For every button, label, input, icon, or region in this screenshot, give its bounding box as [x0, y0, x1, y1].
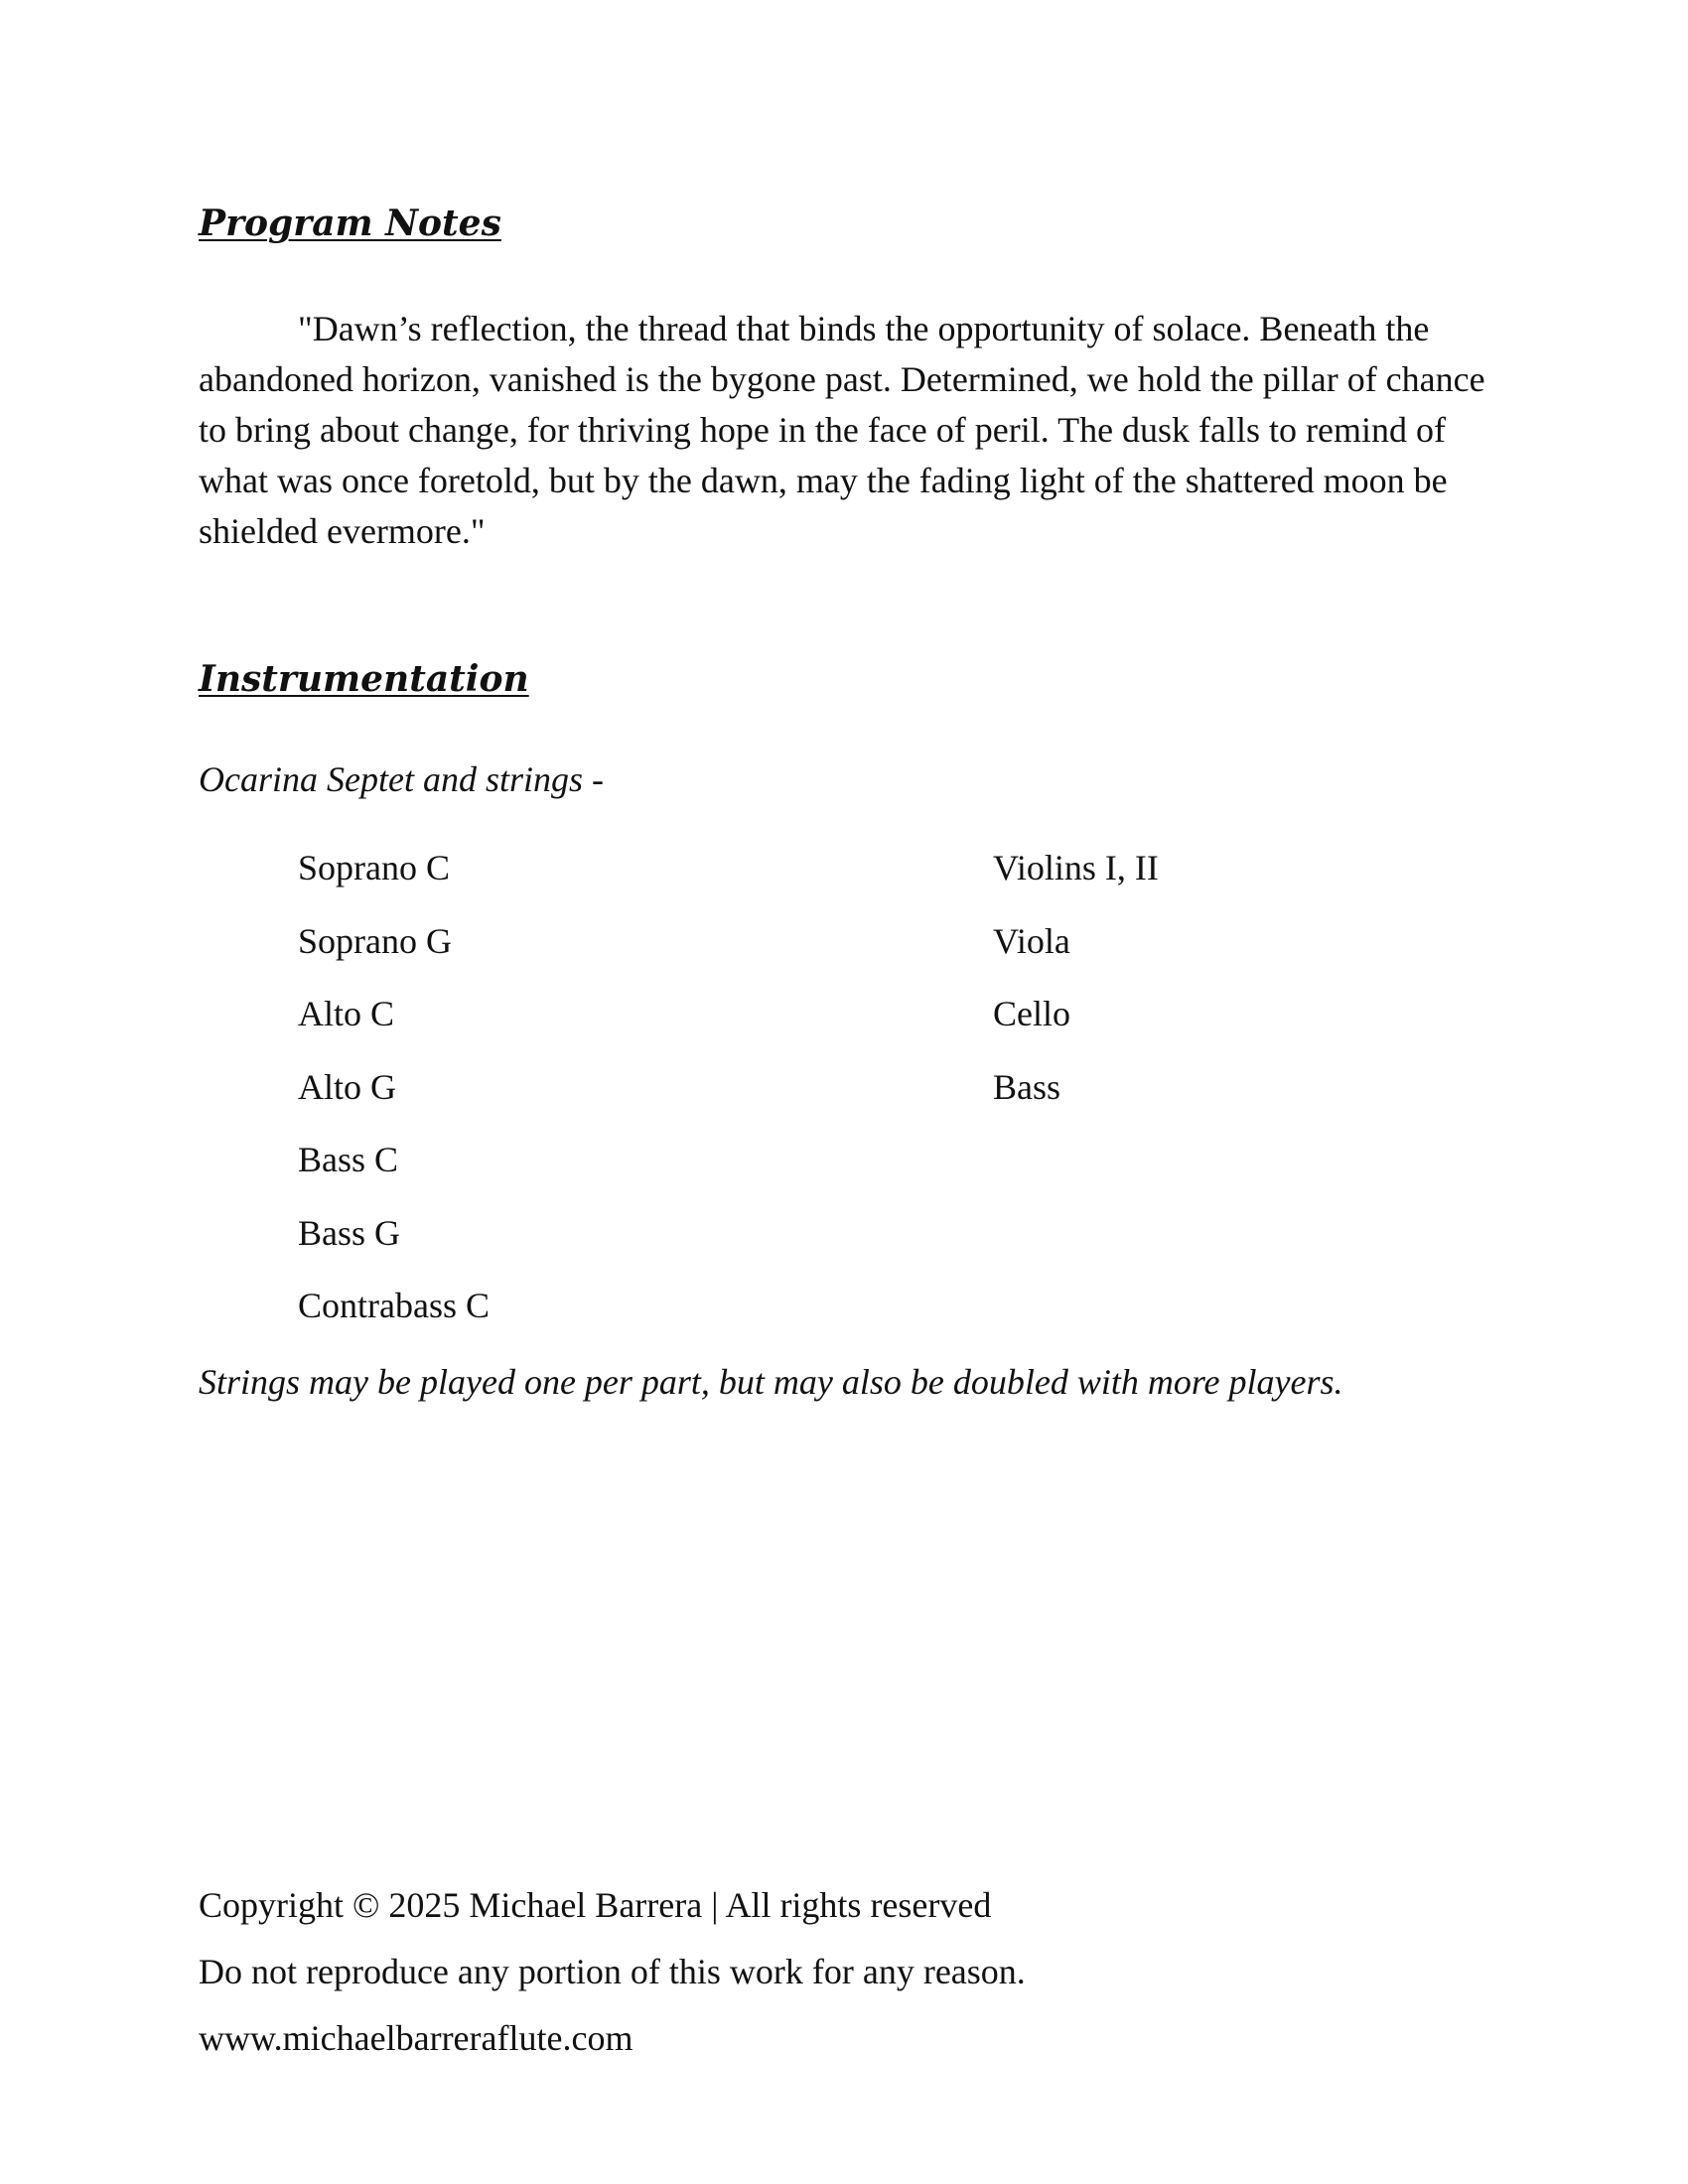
- instrument-item: Bass: [993, 1066, 1061, 1107]
- copyright-notice: Copyright © 2025 Michael Barrera | All rights reserved: [199, 1885, 992, 1925]
- reproduction-notice: Do not reproduce any portion of this work for any reason.: [199, 1952, 1026, 1991]
- instrumentation-heading: Instrumentation: [199, 658, 529, 700]
- instrument-item: Violins I, II: [993, 848, 1159, 887]
- instrumentation-subtitle: Ocarina Septet and strings -: [199, 759, 604, 799]
- website-url: www.michaelbarreraflute.com: [199, 2018, 633, 2058]
- strings-doubling-note: Strings may be played one per part, but may also be doubled with more players.: [199, 1362, 1343, 1402]
- instrument-item: Viola: [993, 920, 1070, 961]
- instrument-item: Contrabass C: [298, 1286, 490, 1325]
- program-notes-text: [199, 304, 1489, 557]
- instrument-item: Soprano C: [298, 848, 450, 887]
- instrument-item: Bass C: [298, 1140, 399, 1179]
- instrument-item: Bass G: [298, 1212, 401, 1253]
- ocarina-list: [298, 846, 490, 1357]
- program-notes-heading: Program Notes: [199, 203, 501, 244]
- instrument-item: Alto G: [298, 1066, 396, 1107]
- program-notes-body: "Dawn’s reflection, the thread that binds the opportunity of solace. Beneath the abandoned horizon, vanished is the bygone past. Determined, we hold the pillar of chance to bring about change, for thriving hope in the face of peril. The dusk falls to remind of what was once foretold, but by the dawn, may the fading light of the shattered moon be shielded evermore.": [199, 309, 1485, 551]
- strings-list: [993, 846, 1159, 1138]
- instrument-item: Alto C: [298, 994, 395, 1033]
- instrument-item: Soprano G: [298, 920, 452, 961]
- instrument-item: Cello: [993, 994, 1070, 1033]
